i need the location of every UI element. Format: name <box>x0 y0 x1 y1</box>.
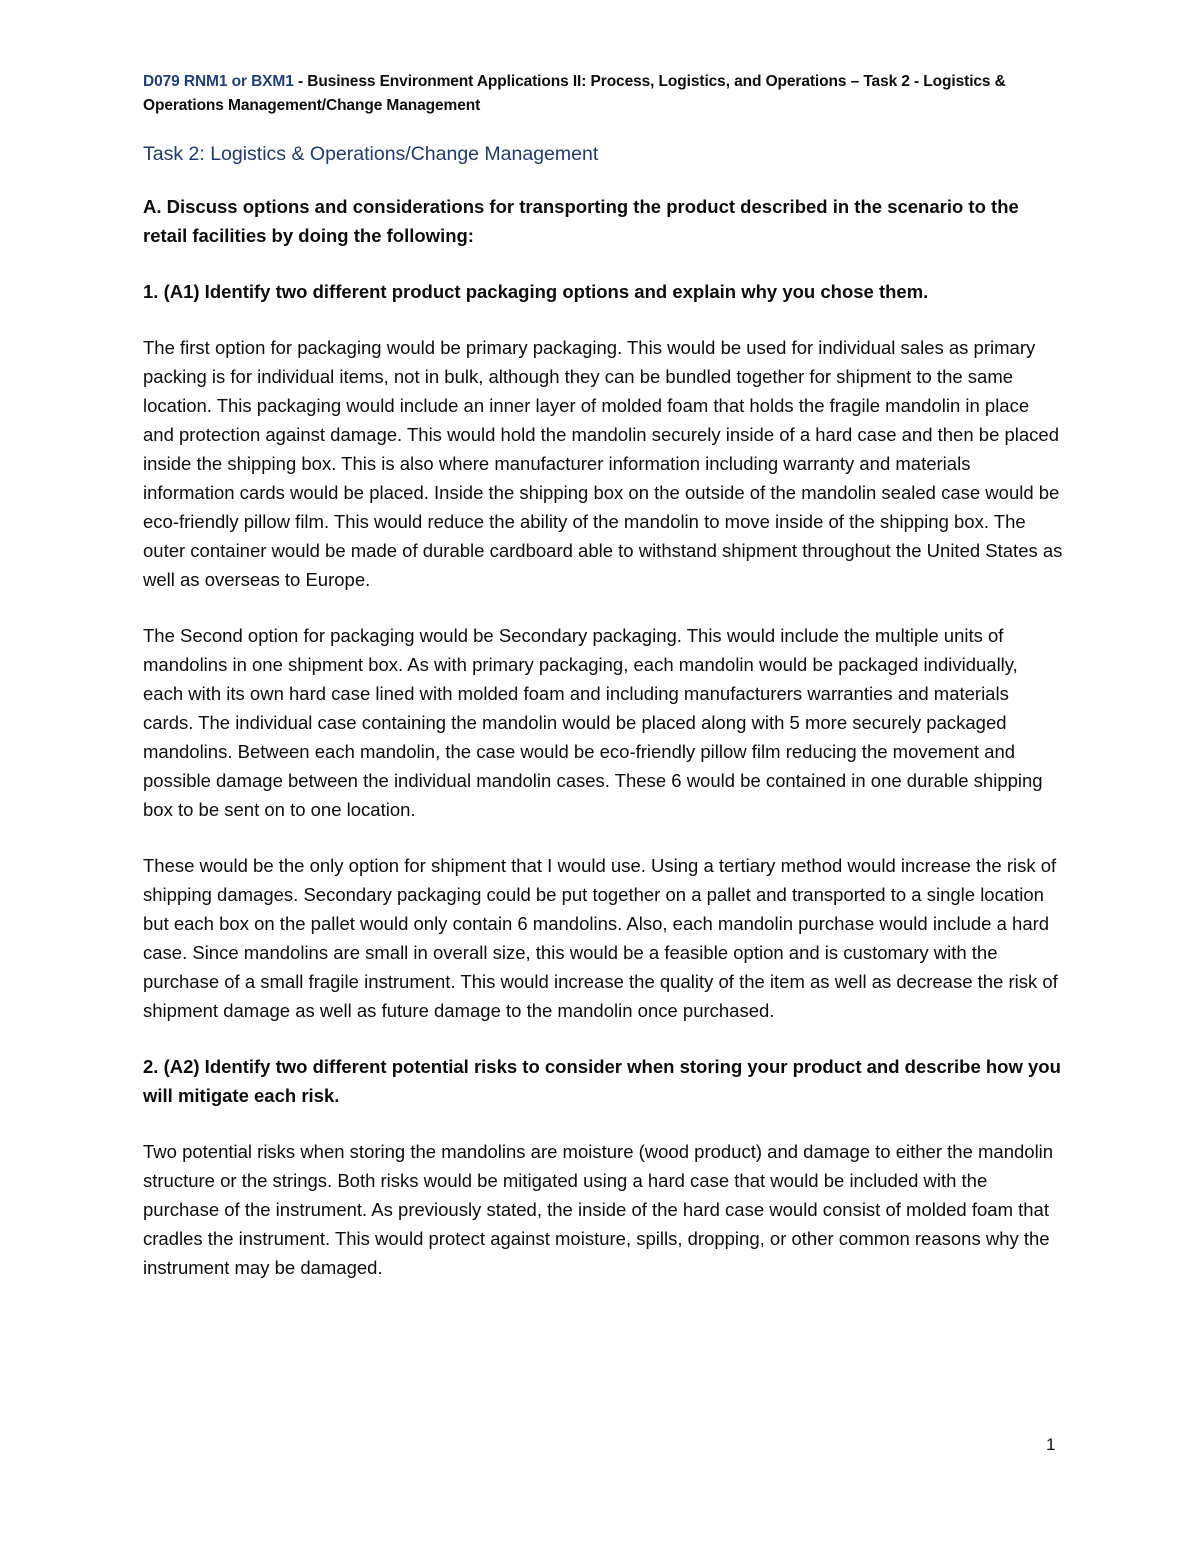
page-number: 1 <box>1046 1435 1056 1454</box>
page-content <box>143 70 1063 1282</box>
document-header <box>143 70 1063 118</box>
a2-prompt: 2. (A2) Identify two different potential risks to consider when storing your product and describe how you will mitigate each risk. <box>143 1056 1061 1106</box>
a2-paragraph: Two potential risks when storing the mandolins are moisture (wood product) and damage to either the mandolin structure or the strings. Both risks would be mitigated using a hard case that would be included with the purchase of the instrument. As previously stated, the inside of the hard case would consist of molded foam that cradles the instrument. This would protect against moisture, spills, dropping, or other common reasons why the instrument may be damaged. <box>143 1141 1054 1278</box>
course-code: D079 RNM1 or BXM1 <box>143 73 294 90</box>
header-title: - Business Environment Applications II: Process, Logistics, and Operations – Task 2 - Logistics & Operations Management/Change Management <box>143 73 1006 114</box>
task-title: Task 2: Logistics & Operations/Change Management <box>143 143 599 165</box>
section-a-prompt: A. Discuss options and considerations for transporting the product described in the scenario to the retail facilities by doing the following: <box>143 196 1019 246</box>
a1-paragraph: The first option for packaging would be primary packaging. This would be used for individual sales as primary packing is for individual items, not in bulk, although they can be bundled together for shipment to the same location. This packaging would include an inner layer of molded foam that holds the fragile mandolin in place and protection against damage. This would hold the mandolin securely inside of a hard case and then be placed inside the shipping box. This is also where manufacturer information including warranty and materials information cards would be placed. Inside the shipping box on the outside of the mandolin sealed case would be eco-friendly pillow film. This would reduce the ability of the mandolin to move inside of the shipping box. The outer container would be made of durable cardboard able to withstand shipment throughout the United States as well as overseas to Europe. <box>143 337 1063 590</box>
a1-paragraph: These would be the only option for shipment that I would use. Using a tertiary method would increase the risk of shipping damages. Secondary packaging could be put together on a pallet and transported to a single location but each box on the pallet would only contain 6 mandolins. Also, each mandolin purchase would include a hard case. Since mandolins are small in overall size, this would be a feasible option and is customary with the purchase of a small fragile instrument. This would increase the quality of the item as well as decrease the risk of shipment damage as well as future damage to the mandolin once purchased. <box>143 855 1058 1021</box>
a1-prompt: 1. (A1) Identify two different product packaging options and explain why you chose them. <box>143 281 929 302</box>
a1-paragraph: The Second option for packaging would be Secondary packaging. This would include the multiple units of mandolins in one shipment box. As with primary packaging, each mandolin would be packaged individually, each with its own hard case lined with molded foam and including manufacturers warranties and materials cards. The individual case containing the mandolin would be placed along with 5 more securely packaged mandolins. Between each mandolin, the case would be eco-friendly pillow film reducing the movement and possible damage between the individual mandolin cases. These 6 would be contained in one durable shipping box to be sent on to one location. <box>143 625 1043 820</box>
